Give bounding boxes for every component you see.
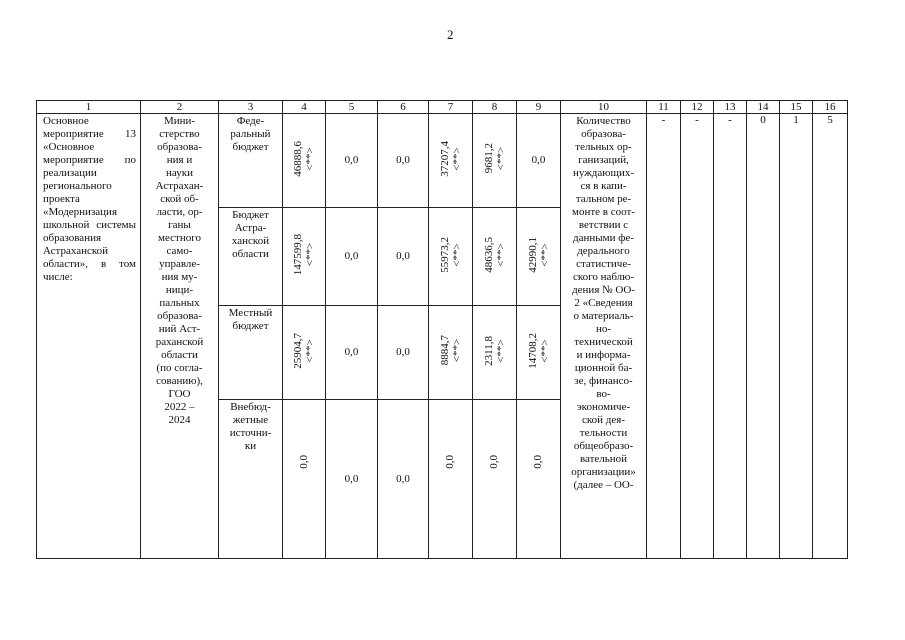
col-header: 14	[747, 101, 780, 114]
indicator-line: ганизаций,	[578, 154, 629, 166]
amount-cell	[517, 400, 561, 559]
executor-line: области	[161, 349, 198, 361]
amount-note: <**>	[494, 338, 507, 363]
header-row	[37, 101, 848, 114]
col-header: 9	[517, 101, 561, 114]
amount-value: 2311,8	[482, 335, 495, 366]
indicator-line: экономиче-	[576, 401, 631, 413]
col-header: 2	[141, 101, 219, 114]
col-header: 7	[429, 101, 473, 114]
target-value: -	[714, 114, 747, 559]
executor-line: ния му-	[161, 271, 198, 283]
amount-value: 46888,6	[292, 140, 304, 177]
amount-value: 0,0	[378, 208, 429, 306]
indicator-line: но-	[595, 323, 612, 335]
amount-note: <**>	[494, 146, 507, 171]
indicator-line: вательной	[579, 453, 628, 465]
indicator-line: тельности	[579, 427, 628, 439]
col-header: 1	[37, 101, 141, 114]
source-cell	[219, 114, 283, 208]
amount-value: 0,0	[532, 455, 544, 469]
amount-cell	[517, 208, 561, 306]
indicator-line: ся в капи-	[580, 180, 627, 192]
executor-line: ГОО	[168, 388, 191, 400]
source-line: области	[232, 248, 269, 260]
executor-line: науки	[166, 167, 193, 179]
executor-line: ганы	[168, 219, 191, 231]
amount-cell	[473, 208, 517, 306]
col-header: 6	[378, 101, 429, 114]
executor-line: ници-	[165, 284, 194, 296]
amount-note: <**>	[304, 338, 316, 363]
amount-cell	[429, 400, 473, 559]
amount-value: 0,0	[444, 455, 456, 469]
amount-value: 0,0	[378, 114, 429, 208]
col-header: 16	[813, 101, 848, 114]
indicator-line: дения № ОО-	[572, 284, 635, 296]
amount-cell	[473, 400, 517, 559]
indicator-line: 2 «Сведения	[574, 297, 633, 309]
col-header: 8	[473, 101, 517, 114]
target-value: 0	[747, 114, 780, 559]
amount-cell	[429, 208, 473, 306]
amount-value: 48636,5	[482, 236, 495, 273]
activity-cell: Основное мероприятие 13 «Основное мероприятие по реализации регионального проекта «Модернизация школьной системы образования Астраханской области», в том числе:	[37, 114, 141, 559]
executor-line: ний Аст-	[158, 323, 201, 335]
amount-value: 0,0	[517, 114, 561, 208]
amount-note: <**>	[304, 242, 316, 267]
amount-value: 0,0	[488, 455, 500, 469]
source-line: бюджет	[232, 141, 269, 153]
source-line: ки	[244, 440, 257, 452]
col-header: 4	[283, 101, 326, 114]
target-value: -	[647, 114, 681, 559]
amount-note: <**>	[450, 338, 463, 363]
indicator-line: Количество	[576, 115, 631, 127]
executor-line: Астрахан-	[155, 180, 204, 192]
indicator-line: и информа-	[576, 349, 631, 361]
amount-value: 0,0	[326, 400, 378, 559]
executor-line: сованию),	[156, 375, 203, 387]
executor-line: стерство	[159, 128, 200, 140]
indicator-line: ционной ба-	[574, 362, 633, 374]
indicator-line: тальном ре-	[575, 193, 632, 205]
indicator-line: общеобразо-	[573, 440, 634, 452]
amount-note: <**>	[494, 242, 507, 267]
amount-note: <**>	[450, 242, 463, 267]
amount-value: 0,0	[378, 400, 429, 559]
amount-value: 0,0	[326, 114, 378, 208]
source-line: Бюджет	[232, 209, 269, 221]
amount-note: <**>	[450, 146, 463, 171]
source-line: Феде-	[236, 115, 265, 127]
executor-line: местного	[158, 232, 201, 244]
col-header: 10	[561, 101, 647, 114]
target-value: 1	[780, 114, 813, 559]
indicator-line: образова-	[581, 128, 626, 140]
page-number: 2	[447, 27, 454, 42]
indicator-line: зе, финансо-	[574, 375, 633, 387]
executor-line: само-	[166, 245, 193, 257]
col-header: 12	[681, 101, 714, 114]
amount-note: <**>	[538, 338, 551, 363]
col-header: 3	[219, 101, 283, 114]
indicator-line: (далее – ОО-	[573, 479, 634, 491]
amount-cell	[473, 306, 517, 400]
source-line: Внебюд-	[230, 401, 271, 413]
indicator-line: технической	[574, 336, 633, 348]
amount-value: 0,0	[297, 455, 310, 469]
source-line: источни-	[229, 427, 272, 439]
target-value: -	[681, 114, 714, 559]
amount-value: 0,0	[326, 306, 378, 400]
indicator-line: ветствии с	[578, 219, 629, 231]
source-cell	[219, 400, 283, 559]
col-header: 5	[326, 101, 378, 114]
amount-value: 37207,4	[438, 140, 451, 177]
source-line: ханской	[231, 235, 270, 247]
table-row	[37, 114, 848, 208]
executor-line: раханской	[155, 336, 204, 348]
indicator-line: статистиче-	[576, 258, 631, 270]
amount-value: 25904,7	[292, 332, 304, 369]
amount-value: 9681,2	[482, 143, 495, 174]
source-cell	[219, 208, 283, 306]
executor-line: управле-	[159, 258, 200, 270]
amount-cell	[283, 114, 326, 208]
executor-line: ласти, ор-	[156, 206, 203, 218]
target-value: 5	[813, 114, 848, 559]
indicator-line: монте в соот-	[572, 206, 635, 218]
source-cell	[219, 306, 283, 400]
amount-cell	[517, 306, 561, 400]
amount-value: 8884,7	[438, 335, 451, 366]
indicator-line: нуждающих-	[572, 167, 635, 179]
source-line: Астра-	[234, 222, 267, 234]
program-table	[36, 100, 848, 559]
indicator-line: ской дея-	[581, 414, 625, 426]
source-line: бюджет	[232, 320, 269, 332]
source-line: ральный	[230, 128, 271, 140]
executor-line: Мини-	[163, 115, 196, 127]
amount-cell	[429, 306, 473, 400]
source-line: Местный	[228, 307, 273, 319]
indicator-line: о материаль-	[573, 310, 634, 322]
amount-value: 0,0	[326, 208, 378, 306]
indicator-line: организации»	[571, 466, 636, 478]
amount-cell	[429, 114, 473, 208]
indicator-line: во-	[596, 388, 611, 400]
col-header: 11	[647, 101, 681, 114]
amount-note: <**>	[304, 146, 316, 171]
amount-value: 0,0	[378, 306, 429, 400]
amount-cell	[283, 400, 326, 559]
executor-cell	[141, 114, 219, 559]
col-header: 15	[780, 101, 813, 114]
executor-line: образова-	[157, 310, 202, 322]
amount-value: 42990,1	[526, 236, 539, 273]
executor-line: образова-	[157, 141, 202, 153]
executor-line: 2022 –	[164, 401, 195, 413]
amount-value: 14708,2	[526, 332, 539, 369]
executor-line: (по согла-	[156, 362, 203, 374]
indicator-cell	[561, 114, 647, 559]
indicator-line: ского наблю-	[572, 271, 635, 283]
indicator-line: данными фе-	[573, 232, 634, 244]
source-line: жетные	[232, 414, 269, 426]
executor-line: пальных	[159, 297, 200, 309]
amount-cell	[283, 208, 326, 306]
executor-line: ской об-	[160, 193, 199, 205]
amount-value: 55973,2	[438, 236, 451, 273]
amount-note: <**>	[538, 242, 551, 267]
indicator-line: тельных ор-	[575, 141, 632, 153]
indicator-line: дерального	[577, 245, 630, 257]
amount-value: 147599,8	[292, 233, 304, 276]
amount-cell	[473, 114, 517, 208]
col-header: 13	[714, 101, 747, 114]
amount-cell	[283, 306, 326, 400]
executor-line: ния и	[166, 154, 193, 166]
executor-line: 2024	[168, 414, 191, 426]
